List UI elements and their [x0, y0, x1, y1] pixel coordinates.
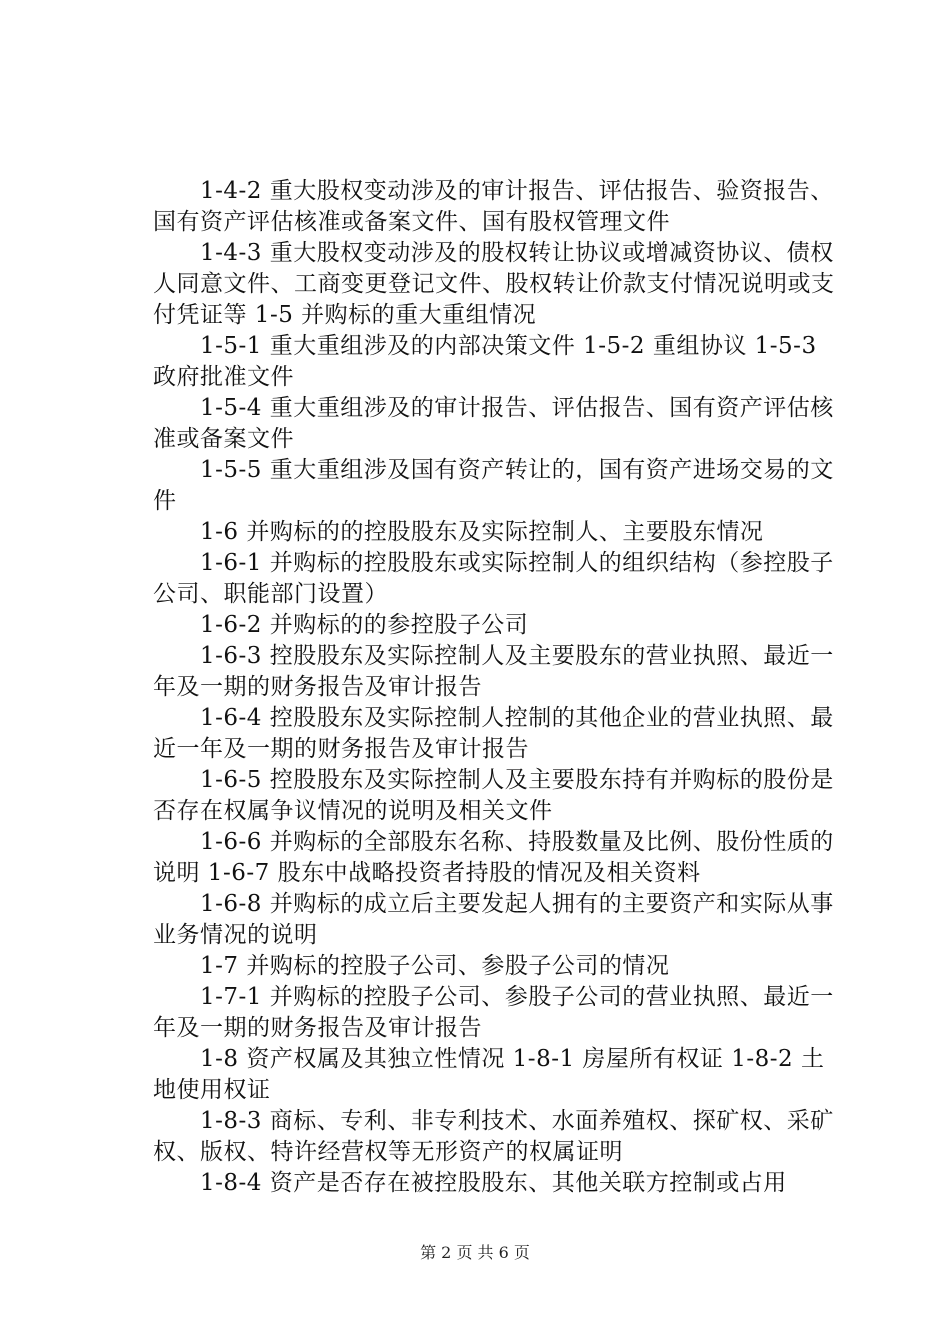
- paragraph: 1-7-1 并购标的控股子公司、参股子公司的营业执照、最近一年及一期的财务报告及审计报告: [153, 984, 834, 1041]
- paragraph: 1-6-5 控股股东及实际控制人及主要股东持有并购标的股份是否存在权属争议情况的说明及相关文件: [153, 767, 834, 824]
- document-body: [153, 176, 843, 1199]
- paragraph: 1-5-1 重大重组涉及的内部决策文件 1-5-2 重组协议 1-5-3 政府批准文件: [153, 333, 825, 390]
- paragraph: 1-6-6 并购标的全部股东名称、持股数量及比例、股份性质的说明 1-6-7 股东中战略投资者持股的情况及相关资料: [153, 829, 834, 886]
- paragraph: 1-6-4 控股股东及实际控制人控制的其他企业的营业执照、最近一年及一期的财务报告及审计报告: [153, 705, 834, 762]
- paragraph: 1-4-3 重大股权变动涉及的股权转让协议或增减资协议、债权人同意文件、工商变更登记文件、股权转让价款支付情况说明或支付凭证等 1-5 并购标的重大重组情况: [153, 240, 835, 328]
- paragraph: 1-6-8 并购标的成立后主要发起人拥有的主要资产和实际从事业务情况的说明: [153, 891, 834, 948]
- paragraph: 1-6 并购标的的控股股东及实际控制人、主要股东情况: [153, 519, 764, 545]
- paragraph: 1-5-4 重大重组涉及的审计报告、评估报告、国有资产评估核准或备案文件: [153, 395, 834, 452]
- paragraph: 1-6-3 控股股东及实际控制人及主要股东的营业执照、最近一年及一期的财务报告及审计报告: [153, 643, 834, 700]
- paragraph: 1-6-1 并购标的控股股东或实际控制人的组织结构（参控股子公司、职能部门设置）: [153, 550, 834, 607]
- paragraph: 1-4-2 重大股权变动涉及的审计报告、评估报告、验资报告、国有资产评估核准或备案文件、国有股权管理文件: [153, 178, 834, 235]
- paragraph: 1-7 并购标的控股子公司、参股子公司的情况: [153, 953, 670, 979]
- paragraph: 1-5-5 重大重组涉及国有资产转让的，国有资产进场交易的文件: [153, 457, 834, 514]
- paragraph: 1-8-3 商标、专利、非专利技术、水面养殖权、探矿权、采矿权、版权、特许经营权等无形资产的权属证明: [153, 1108, 834, 1165]
- paragraph: 1-6-2 并购标的的参控股子公司: [153, 612, 529, 638]
- paragraph: 1-8 资产权属及其独立性情况 1-8-1 房屋所有权证 1-8-2 土地使用权证: [153, 1046, 825, 1103]
- page-number-footer: 第 2 页 共 6 页: [420, 1243, 530, 1262]
- paragraph: 1-8-4 资产是否存在被控股股东、其他关联方控制或占用: [153, 1170, 787, 1196]
